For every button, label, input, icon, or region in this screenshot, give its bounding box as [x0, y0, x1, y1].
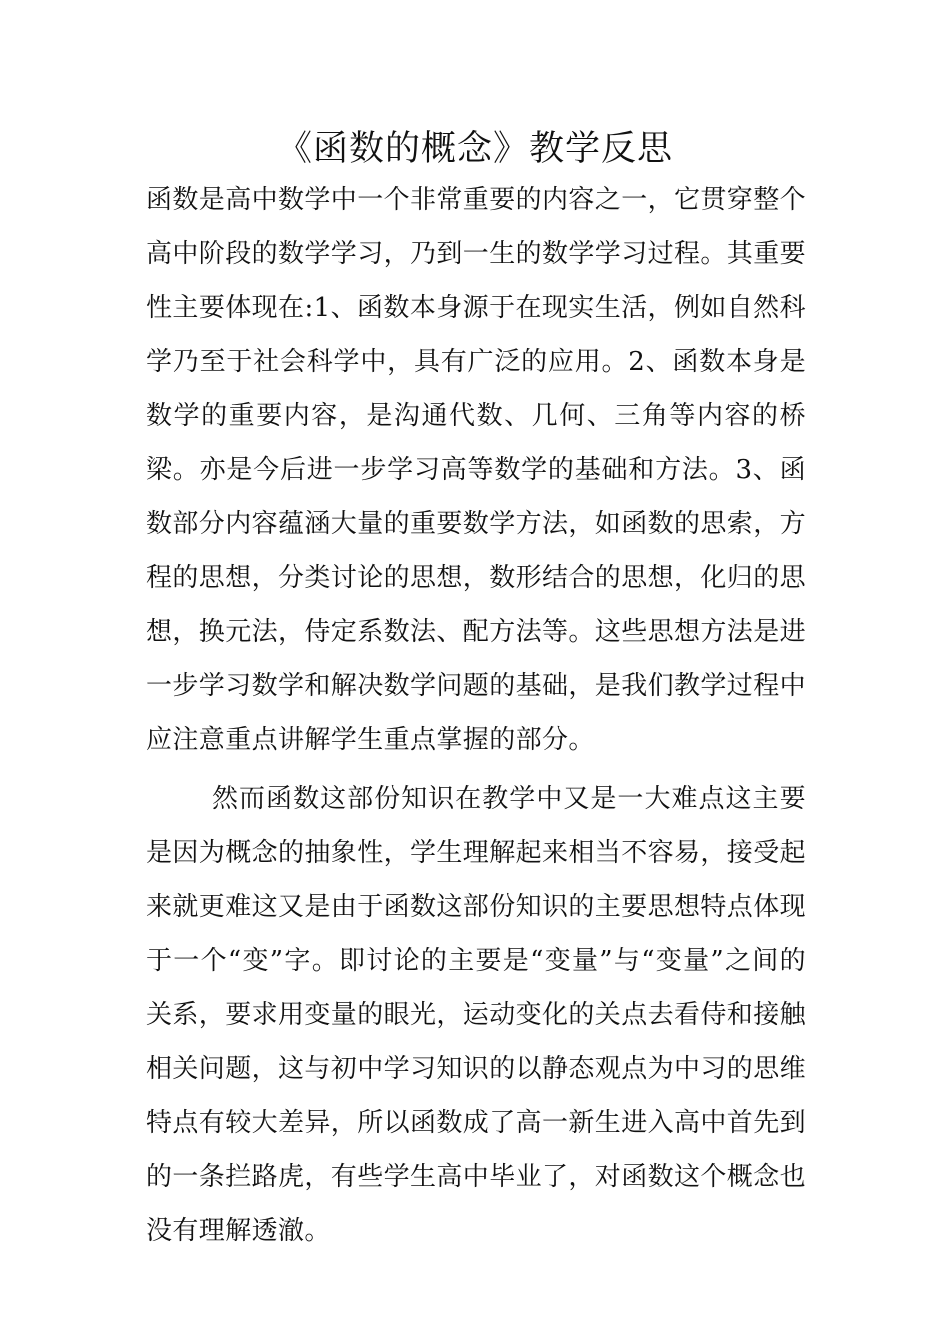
paragraph-1: 函数是高中数学中一个非常重要的内容之一，它贯穿整个高中阶段的数学学习，乃到一生的数学学习过程。其重要性主要体现在:1、函数本身源于在现实生活，例如自然科学乃至于社会科学中，具有广泛的应用。2、函数本身是数学的重要内容，是沟通代数、几何、三角等内容的桥梁。亦是今后进一步学习高等数学的基础和方法。3、函数部分内容蕴涵大量的重要数学方法，如函数的思索，方程的思想，分类讨论的思想，数形结合的思想，化归的思想，换元法，侍定系数法、配方法等。这些思想方法是进一步学习数学和解决数学问题的基础，是我们教学过程中应注意重点讲解学生重点掌握的部分。 [146, 185, 807, 755]
document-title: 《函数的概念》教学反思 [276, 129, 673, 169]
paragraph-2: 然而函数这部份知识在教学中又是一大难点这主要是因为概念的抽象性，学生理解起来相当不容易，接受起来就更难这又是由于函数这部份知识的主要思想特点体现于一个“变”字。即讨论的主要是“变量”与“变量”之间的关系，要求用变量的眼光，运动变化的关点去看侍和接触相关问题，这与初中学习知识的以静态观点为中习的思维特点有较大差异，所以函数成了高一新生进入高中首先到的一条拦路虎，有些学生高中毕业了，对函数这个概念也没有理解透澈。 [146, 784, 807, 1246]
